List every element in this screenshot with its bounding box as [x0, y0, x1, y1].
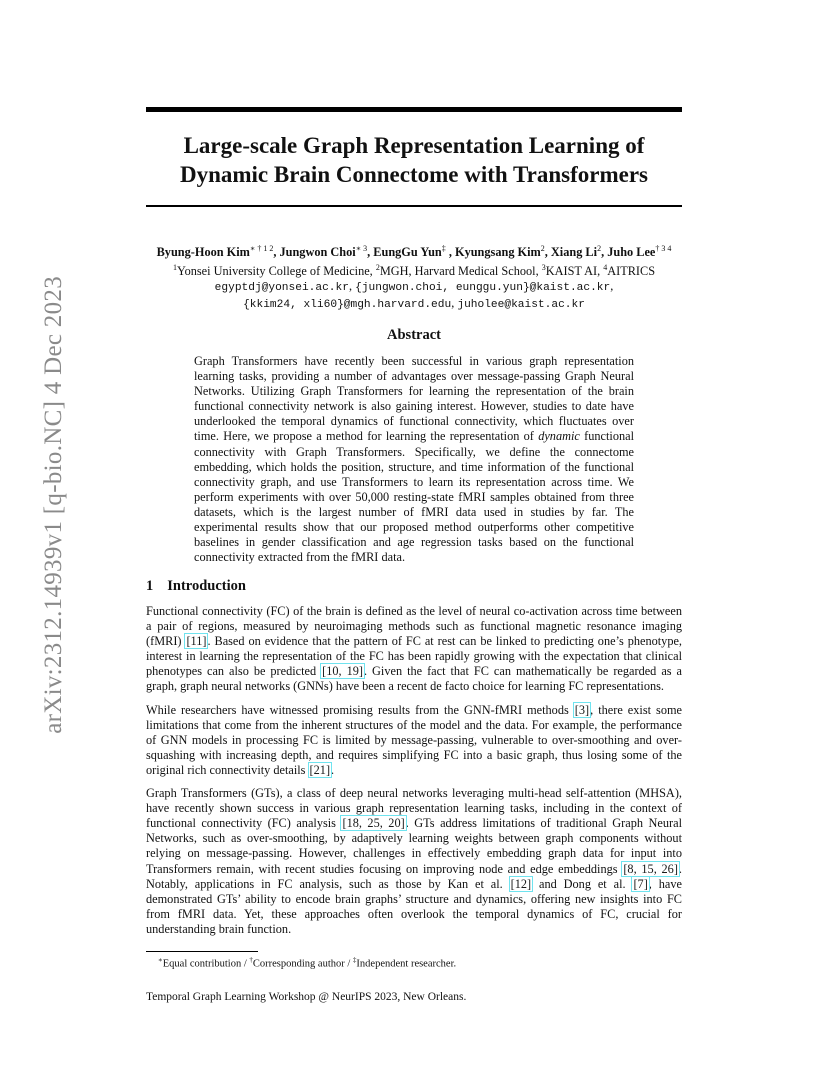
- citation-link[interactable]: [12]: [510, 876, 532, 891]
- author-name: Jungwon Choi: [279, 245, 356, 260]
- paper-title: [146, 131, 682, 189]
- arxiv-identifier: arXiv:2312.14939v1 [q-bio.NC] 4 Dec 2023: [40, 276, 67, 734]
- author-name: Kyungsang Kim: [455, 245, 541, 260]
- title-line-2: Dynamic Brain Connectome with Transformers: [179, 162, 649, 187]
- affiliation-superscript: 2: [375, 263, 380, 273]
- footnote-text: Independent researcher.: [356, 958, 457, 970]
- affiliation-superscript: 3: [541, 263, 546, 273]
- author-superscript: ‡: [441, 244, 446, 253]
- affiliation-name: AITRICS: [607, 264, 656, 279]
- email: juholee@kaist.ac.kr: [457, 299, 585, 312]
- author-names: Byung-Hoon Kim$^{∗ \dagger 1 2}$, Jungwon Choi$^{∗ 3}$, EungGu Yun‡ , Kyungsang Kim$^2$, Xiang Li$^2$, Juho Lee$^{\dagger 3 4}$: [156, 244, 672, 260]
- venue-footer: Temporal Graph Learning Workshop @ NeurIPS 2023, New Orleans.: [146, 991, 467, 1003]
- citation-link[interactable]: [10, 19]: [322, 664, 363, 679]
- abstract-part-1: Graph Transformers have recently been successful in various graph representation learning tasks, providing a number of advantages over message-passing Graph Neural Networks. Utilizing Graph Transformers for learning the representation of the brain functional connectivity network is also gaining interest. However, studies to date have underlooked the temporal dynamics of functional connectivity, which fluctuates over time. Here, we propose a method for learning the representation of: [194, 354, 634, 444]
- paragraph-text: .: [331, 762, 335, 777]
- email: {kkim24, xli60}@mgh.harvard.edu: [243, 299, 452, 312]
- author-superscript: ∗ 3: [355, 244, 368, 253]
- author-superscript: ∗ † 1 2: [249, 244, 274, 253]
- footnote-text: Equal contribution /: [162, 958, 250, 970]
- paragraph-text: Functional connectivity (FC) of the brain is defined as the level of neural co-activation across time between a pair of regions, measured by neuroimaging methods such as functional magnetic resonance imaging (fMRI): [146, 604, 682, 649]
- author-name: EungGu Yun: [373, 245, 442, 260]
- citation-link[interactable]: [18, 25, 20]: [342, 816, 405, 831]
- section-heading: [146, 578, 246, 595]
- paragraph: [146, 604, 682, 695]
- footnote: [158, 956, 456, 970]
- abstract-emphasis: dynamic: [538, 429, 580, 444]
- author-block: [146, 241, 682, 313]
- author-superscript: † 3 4: [655, 244, 672, 253]
- paragraph: [146, 703, 682, 778]
- affiliation-superscript: 1: [172, 263, 177, 273]
- abstract-heading: Abstract: [387, 327, 441, 343]
- email-line-2: {kkim24, xli60}@mgh.harvard.edu, juholee@kaist.ac.kr: [243, 296, 585, 312]
- affiliations: [146, 260, 682, 279]
- title-line-1: Large-scale Graph Representation Learning of: [183, 133, 645, 158]
- affiliation-name: KAIST AI,: [545, 264, 604, 279]
- paragraph-text: . Given the fact that FC can mathematically be regarded as a graph, graph neural networks (GNNs) have been a recent de facto choice for learning FC representations.: [146, 664, 682, 694]
- section-number: 1: [146, 578, 154, 594]
- footnote-text: Corresponding author /: [252, 958, 353, 970]
- paragraph-text: . GTs address limitations of traditional Graph Neural Networks, such as over-smoothing, by adaptively learning weights between graph components without relying on message-passing. However, challenges in effectively embedding graph data for input into Transformers remain, with recent studies focusing on improving node and edge embeddings: [146, 816, 682, 876]
- email-line-1: egyptdj@yonsei.ac.kr, {jungwon.choi, eunggu.yun}@kaist.ac.kr,: [214, 279, 614, 295]
- author-superscript: 2: [540, 244, 545, 253]
- author-name: Xiang Li: [550, 245, 598, 260]
- paragraph-text: , have demonstrated GTs’ ability to encode brain graphs’ structure and dynamics, offering new insights into FC from fMRI data. Yet, these approaches often overlook the temporal dynamics of FC, crucial for understanding brain function.: [146, 876, 682, 936]
- author-superscript: 2: [597, 244, 602, 253]
- abstract-part-2: functional connectivity with Graph Transformers. Specifically, we define the connectome embedding, which holds the position, structure, and time information of the functional connectivity graph, and use Transformers to learn its representation across time. We perform experiments with over 50,000 resting-state fMRI samples obtained from three datasets, which is the largest number of fMRI data used in studies by far. The experimental results show that our proposed method outperforms other competitive baselines in gender classification and age regression tasks based on the functional connectivity extracted from the fMRI data.: [194, 429, 634, 565]
- paragraph-text: . Based on evidence that the pattern of FC at rest can be linked to predicting one’s phenotype, interest in learning the representation of the FC has been rapidly growing with the expectation that clinical phenotypes can also be predicted: [146, 634, 682, 679]
- email: {jungwon.choi, eunggu.yun}@kaist.ac.kr: [355, 282, 611, 295]
- author-name: Juho Lee: [607, 245, 656, 260]
- email: egyptdj@yonsei.ac.kr: [214, 282, 349, 295]
- affiliation-superscript: 4: [603, 263, 608, 273]
- abstract-text: [194, 354, 634, 565]
- introduction-body: [146, 604, 682, 945]
- citation-link[interactable]: [11]: [186, 634, 207, 649]
- paragraph: [146, 786, 682, 937]
- paragraph-text: and Dong et al.: [532, 876, 633, 891]
- citation-link[interactable]: [8, 15, 26]: [623, 861, 678, 876]
- section-title: Introduction: [167, 578, 246, 594]
- affiliation-name: Yonsei University College of Medicine,: [176, 264, 376, 279]
- footnote-rule: [146, 951, 258, 952]
- citation-link[interactable]: [21]: [309, 762, 331, 777]
- citation-link[interactable]: [3]: [574, 702, 590, 717]
- footnote-marker: †: [249, 956, 253, 964]
- title-top-rule: [146, 107, 682, 112]
- paragraph-text: While researchers have witnessed promising results from the GNN-fMRI methods: [146, 702, 574, 717]
- paragraph-text: , there exist some limitations that come from the inherent structures of the model and the data. For example, the performance of GNN models in processing FC is limited by message-passing, vulnerable to over-smoothing and over-squashing with increasing depth, and requires simplifying FC into a basic graph, thus losing some of the original rich connectivity details: [146, 702, 682, 777]
- paragraph-text: Graph Transformers (GTs), a class of deep neural networks leveraging multi-head self-attention (MHSA), have recently shown success in various graph representation learning tasks, including in the context of functional connectivity (FC) analysis: [146, 786, 682, 831]
- paragraph-text: . Notably, applications in FC analysis, such as those by Kan et al.: [146, 861, 682, 891]
- footnote-marker: ∗: [158, 956, 163, 964]
- citation-link[interactable]: [7]: [633, 876, 648, 891]
- author-name: Byung-Hoon Kim: [156, 245, 250, 260]
- title-bottom-rule: [146, 205, 682, 207]
- affiliation-name: MGH, Harvard Medical School,: [379, 264, 542, 279]
- footnote-marker: ‡: [352, 956, 357, 964]
